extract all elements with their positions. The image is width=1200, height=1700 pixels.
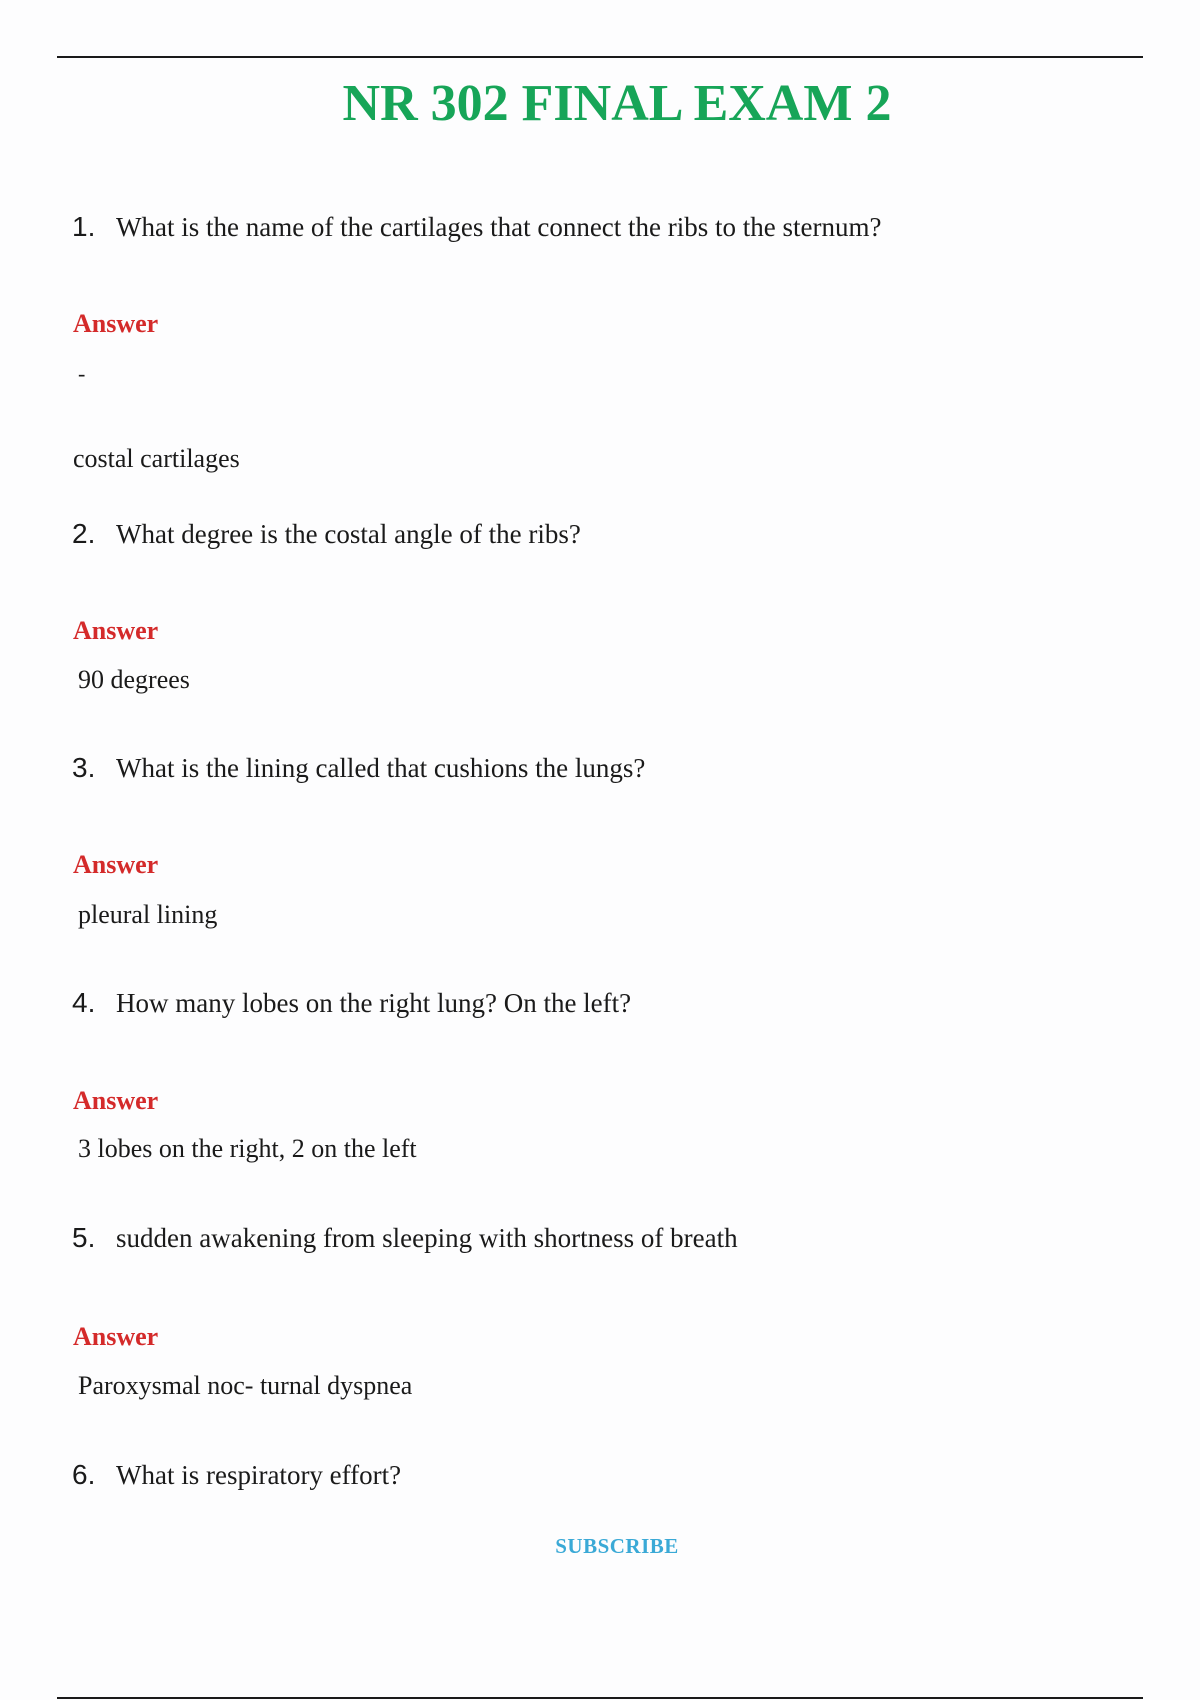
- question-3: [72, 751, 645, 785]
- question-1: [72, 210, 881, 244]
- question-5: [72, 1221, 738, 1255]
- top-divider: [57, 56, 1143, 58]
- question-2: [72, 517, 581, 551]
- answer-text: 90 degrees: [78, 665, 190, 694]
- answer-text: 3 lobes on the right, 2 on the left: [78, 1134, 417, 1163]
- question-number: 2.: [72, 518, 96, 549]
- question-text: How many lobes on the right lung? On the left?: [116, 988, 632, 1018]
- answer-dash: -: [78, 361, 86, 386]
- question-text: What is the name of the cartilages that connect the ribs to the sternum?: [116, 212, 882, 242]
- subscribe-link[interactable]: SUBSCRIBE: [555, 1534, 679, 1558]
- bottom-divider: [57, 1697, 1143, 1699]
- question-6: [72, 1458, 401, 1492]
- question-number: 5.: [72, 1222, 96, 1253]
- question-text: What is the lining called that cushions the lungs?: [116, 753, 646, 783]
- question-number: 4.: [72, 987, 96, 1018]
- document-title: NR 302 FINAL EXAM 2: [342, 75, 892, 132]
- question-4: [72, 986, 631, 1020]
- answer-label: Answer: [73, 850, 159, 879]
- answer-text: costal cartilages: [73, 444, 240, 473]
- answer-label: Answer: [73, 309, 159, 338]
- answer-label: Answer: [73, 1086, 159, 1115]
- question-text: What degree is the costal angle of the ribs?: [116, 519, 581, 549]
- answer-text: pleural lining: [78, 900, 218, 929]
- question-number: 3.: [72, 752, 96, 783]
- answer-label: Answer: [73, 1322, 159, 1351]
- question-number: 6.: [72, 1459, 96, 1490]
- question-text: What is respiratory effort?: [116, 1460, 402, 1490]
- answer-label: Answer: [73, 616, 159, 645]
- question-text: sudden awakening from sleeping with shortness of breath: [116, 1223, 738, 1253]
- answer-text: Paroxysmal noc- turnal dyspnea: [78, 1371, 413, 1400]
- question-number: 1.: [72, 211, 96, 242]
